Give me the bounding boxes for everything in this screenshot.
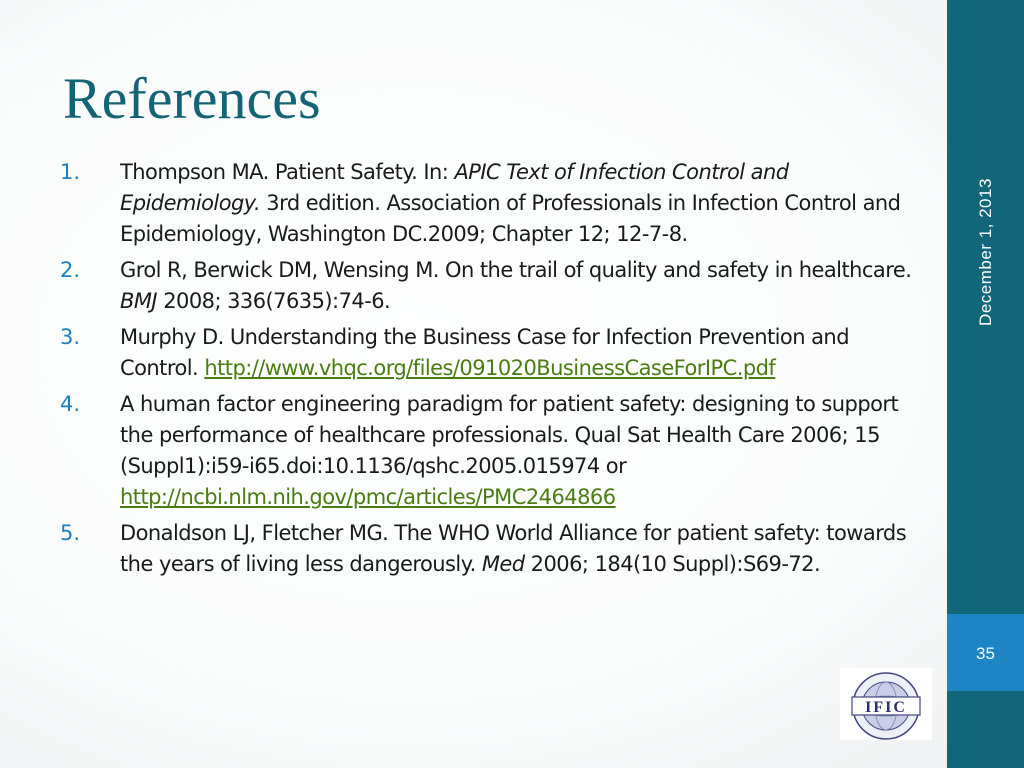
reference-text-segment: Thompson MA. Patient Safety. In: <box>120 160 455 184</box>
reference-item <box>60 157 930 250</box>
reference-text-segment: 2008; 336(7635):74-6. <box>157 289 391 313</box>
logo-text: IFIC <box>865 699 907 716</box>
reference-text <box>120 389 920 513</box>
reference-text <box>120 157 920 250</box>
reference-source-title: APIC Text of Infection Control and Epidemiology. <box>120 160 789 215</box>
slide-date: December 1, 2013 <box>976 178 995 326</box>
reference-source-title: BMJ <box>120 289 158 313</box>
reference-number: 1. <box>60 160 81 184</box>
reference-text <box>120 255 920 317</box>
reference-text-segment: Murphy D. Understanding the Business Case for Infection Prevention and Control. <box>120 325 849 380</box>
reference-text-segment: 3rd edition. Association of Professionals in Infection Control and Epidemiology, Washington DC.2009; Chapter 12; 12-7-8. <box>120 191 901 246</box>
reference-text <box>120 518 920 580</box>
reference-number: 2. <box>60 258 81 282</box>
page-number-box <box>947 614 1024 691</box>
reference-text-segment: 2006; 184(10 Suppl):S69-72. <box>524 552 821 576</box>
ific-logo <box>840 668 932 740</box>
reference-item <box>60 389 930 513</box>
reference-text <box>120 322 920 384</box>
reference-item <box>60 518 930 580</box>
ific-logo-icon <box>840 668 932 740</box>
reference-item <box>60 255 930 317</box>
page-number: 35 <box>976 644 995 663</box>
reference-link[interactable]: http://ncbi.nlm.nih.gov/pmc/articles/PMC2464866 <box>120 485 616 509</box>
reference-number: 5. <box>60 521 81 545</box>
reference-list <box>60 157 930 585</box>
reference-source-title: Med <box>481 552 525 576</box>
reference-text-segment: A human factor engineering paradigm for patient safety: designing to support the performance of healthcare professionals. Qual Sat Health Care 2006; 15 (Suppl1):i59-i65.doi:10.1136/qshc.2005.015974 or <box>120 392 899 478</box>
reference-number: 3. <box>60 325 81 349</box>
reference-number: 4. <box>60 392 81 416</box>
reference-text-segment: Donaldson LJ, Fletcher MG. The WHO World Alliance for patient safety: towards the years of living less dangerously. <box>120 521 907 576</box>
reference-text-segment: Grol R, Berwick DM, Wensing M. On the trail of quality and safety in healthcare. <box>120 258 912 282</box>
reference-item <box>60 322 930 384</box>
slide-title: References <box>63 66 321 131</box>
reference-link[interactable]: http://www.vhqc.org/files/091020BusinessCaseForIPC.pdf <box>204 356 776 380</box>
